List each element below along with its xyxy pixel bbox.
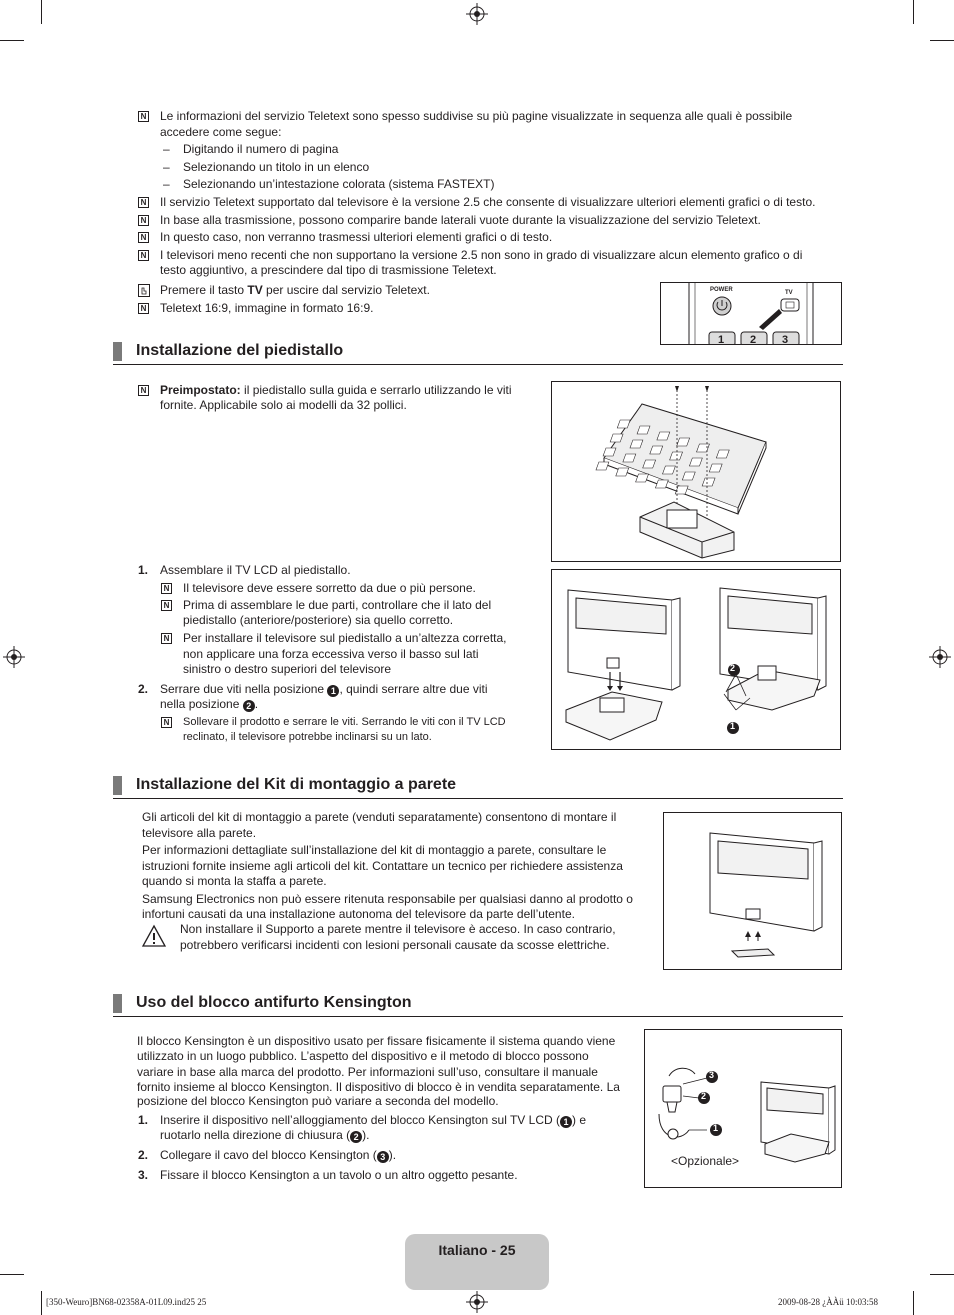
note-line: sinistro o destro superiori del televisore [183,662,392,676]
paragraph-line: posizione del blocco Kensington può variare a seconda del modello. [137,1094,499,1108]
dash-marker: – [163,142,170,156]
step-text: Fissare il blocco Kensington a un tavolo o un altro oggetto pesante. [160,1168,518,1182]
marker-1-label: 1 [713,1123,719,1133]
step-text: Collegare il cavo del blocco Kensington ( 3 ). [160,1148,397,1162]
step-text: ruotarlo nella direzione di chiusura ( 2 ). [160,1128,370,1142]
crop-mark [0,40,24,41]
note-line: testo aggiuntivo, a prescindere dal tipo di trasmissione Teletext. [160,263,497,277]
note-icon [161,583,172,594]
step-number: 1. [138,563,149,577]
marker-2-icon: 2 [243,700,255,712]
warning-line: potrebbero verificarsi incidenti con lesioni personali causate da scosse elettriche. [180,938,610,952]
date-slug: 2009-08-28 ¿ÀÀü 10:03:58 [778,1297,878,1307]
page-label: Italiano - 25 [438,1242,516,1258]
paragraph-line: Per informazioni dettagliate sull’installazione del kit di montaggio a parete, consultare le [142,843,607,857]
optional-label: <Opzionale> [671,1154,740,1168]
paragraph-line: televisore alla parete. [142,826,257,840]
tv-stand-assembly-illustration [551,569,841,750]
crop-mark [913,1291,914,1315]
note-icon [161,717,172,728]
note-line: Prima di assemblare le due parti, controllare che il lato del [183,598,492,612]
section-header [113,992,843,1017]
step-number: 3. [138,1168,149,1182]
hand-press-icon [138,284,150,297]
marker-2-label: 2 [730,663,736,673]
note-line: Per installare il televisore sul piedistallo a un’altezza corretta, [183,631,507,645]
registration-mark-icon [466,3,488,25]
marker-1-label: 1 [730,721,736,731]
dash-marker: – [163,160,170,174]
press-tv-note: Premere il tasto TV per uscire dal servizio Teletext. [160,283,430,297]
marker-2-icon: 2 [350,1131,362,1143]
step-number: 1. [138,1113,149,1127]
note-icon [138,197,149,208]
wall-mount-illustration [663,812,842,970]
note-icon [138,303,149,314]
warning-line: Non installare il Supporto a parete mentre il televisore è acceso. In caso contrario, [180,922,616,936]
preset-note: fornite. Applicabile solo ai modelli da 32 pollici. [160,398,407,412]
section-header [113,774,843,799]
list-item: Selezionando un titolo in un elenco [183,160,370,174]
paragraph-line: Samsung Electronics non può essere ritenuta responsabile per qualsiasi danno al prodotto o [142,892,633,906]
dash-marker: – [163,177,170,191]
marker-1-icon: 1 [327,685,339,697]
note-line: non applicare una forza eccessiva verso il basso sul lati [183,647,479,661]
paragraph-line: fornito insieme al blocco Kensington. Il dispositivo di blocco è in vendita separatamente. La [137,1080,620,1094]
kensington-lock-illustration [644,1029,842,1188]
note-line: piedistallo (anteriore/posteriore) sia quello corretto. [183,613,454,627]
note-line: Le informazioni del servizio Teletext sono spesso suddivise su più pagine visualizzate in sequenza alle quali è possibile [160,109,793,123]
key-1: 1 [718,334,725,345]
registration-mark-icon [929,646,951,668]
paragraph-line: quando si monta la staffa a parete. [142,874,327,888]
page-number-tab [405,1234,549,1290]
note-icon [161,633,172,644]
crop-mark [930,40,954,41]
step-number: 2. [138,1148,149,1162]
note-icon [138,215,149,226]
section-title: Uso del blocco antifurto Kensington [136,994,412,1011]
section-bar [113,342,122,361]
note-line: In questo caso, non verranno trasmessi ulteriori elementi grafici o di testo. [160,230,553,244]
paragraph-line: variare in base alla marca del prodotto. Per informazioni sull’uso, consultare il manuale [137,1065,598,1079]
tv-label: TV [785,290,793,296]
note-line: Sollevare il prodotto e serrare le viti. Serrando le viti con il TV LCD [183,716,506,728]
key-3: 3 [782,334,789,345]
step-text: Inserire il dispositivo nell’alloggiamento del blocco Kensington sul TV LCD ( 1 ) e [160,1113,586,1127]
note-line: accedere come segue: [160,125,282,139]
crop-mark [41,1291,42,1315]
section-header [113,340,843,365]
note-icon [138,232,149,243]
paragraph-line: Gli articoli del kit di montaggio a parete (venduti separatamente) consentono di montare il [142,810,617,824]
preset-note: Preimpostato: il piedistallo sulla guida e serrarlo utilizzando le viti [160,383,512,397]
list-item: Digitando il numero di pagina [183,142,339,156]
step-text: Serrare due viti nella posizione 1 , quindi serrare altre due viti [160,682,488,696]
note-line: Teletext 16:9, immagine in formato 16:9. [160,301,374,315]
note-line: In base alla trasmissione, possono comparire bande laterali vuote durante la visualizzazione del servizio Teletext. [160,213,761,227]
paragraph-line: infortuni causati da una installazione autonoma del televisore da parte dell’utente. [142,907,575,921]
list-item: Selezionando un’intestazione colorata (sistema FASTEXT) [183,177,495,191]
note-icon [138,385,149,396]
paragraph-line: istruzioni fornite insieme agli articoli del kit. Contattare un tecnico per richiedere assistenza [142,859,623,873]
paragraph-line: Il blocco Kensington è un dispositivo usato per fissare fisicamente il sistema quando viene [137,1034,616,1048]
registration-mark-icon [466,1291,488,1313]
key-2: 2 [750,334,757,345]
remote-illustration [660,282,842,345]
step-text: nella posizione 2 . [160,697,259,711]
note-line: Il servizio Teletext supportato dal televisore è la versione 2.5 che consente di visualizzare ulteriori elementi grafici o di testo. [160,195,816,209]
crop-mark [930,1274,954,1275]
pedestal-guide-illustration [551,381,841,562]
step-text: Assemblare il TV LCD al piedistallo. [160,563,351,577]
marker-3-label: 3 [709,1070,715,1080]
power-label: POWER [710,287,733,293]
crop-mark [0,1274,24,1275]
crop-mark [41,0,42,24]
note-icon [138,111,149,122]
step-number: 2. [138,682,149,696]
file-slug: [350-Weuro]BN68-02358A-01L09.ind25 25 [46,1297,207,1307]
note-icon [161,600,172,611]
marker-3-icon: 3 [377,1151,389,1163]
marker-2-label: 2 [701,1091,707,1101]
registration-mark-icon [3,646,25,668]
section-title: Installazione del piedistallo [136,342,344,359]
section-bar [113,994,122,1013]
note-line: I televisori meno recenti che non supportano la versione 2.5 non sono in grado di visualizzare alcun elemento grafico o di [160,248,803,262]
note-line: Il televisore deve essere sorretto da due o più persone. [183,581,476,595]
note-icon [138,250,149,261]
warning-icon [141,924,167,948]
note-line: reclinato, il televisore potrebbe inclinarsi su un lato. [183,731,432,743]
marker-1-icon: 1 [560,1116,572,1128]
section-title: Installazione del Kit di montaggio a parete [136,776,457,793]
section-bar [113,776,122,795]
crop-mark [913,0,914,24]
paragraph-line: utilizzato in un luogo pubblico. L’aspetto del dispositivo e il metodo di blocco possono [137,1049,589,1063]
